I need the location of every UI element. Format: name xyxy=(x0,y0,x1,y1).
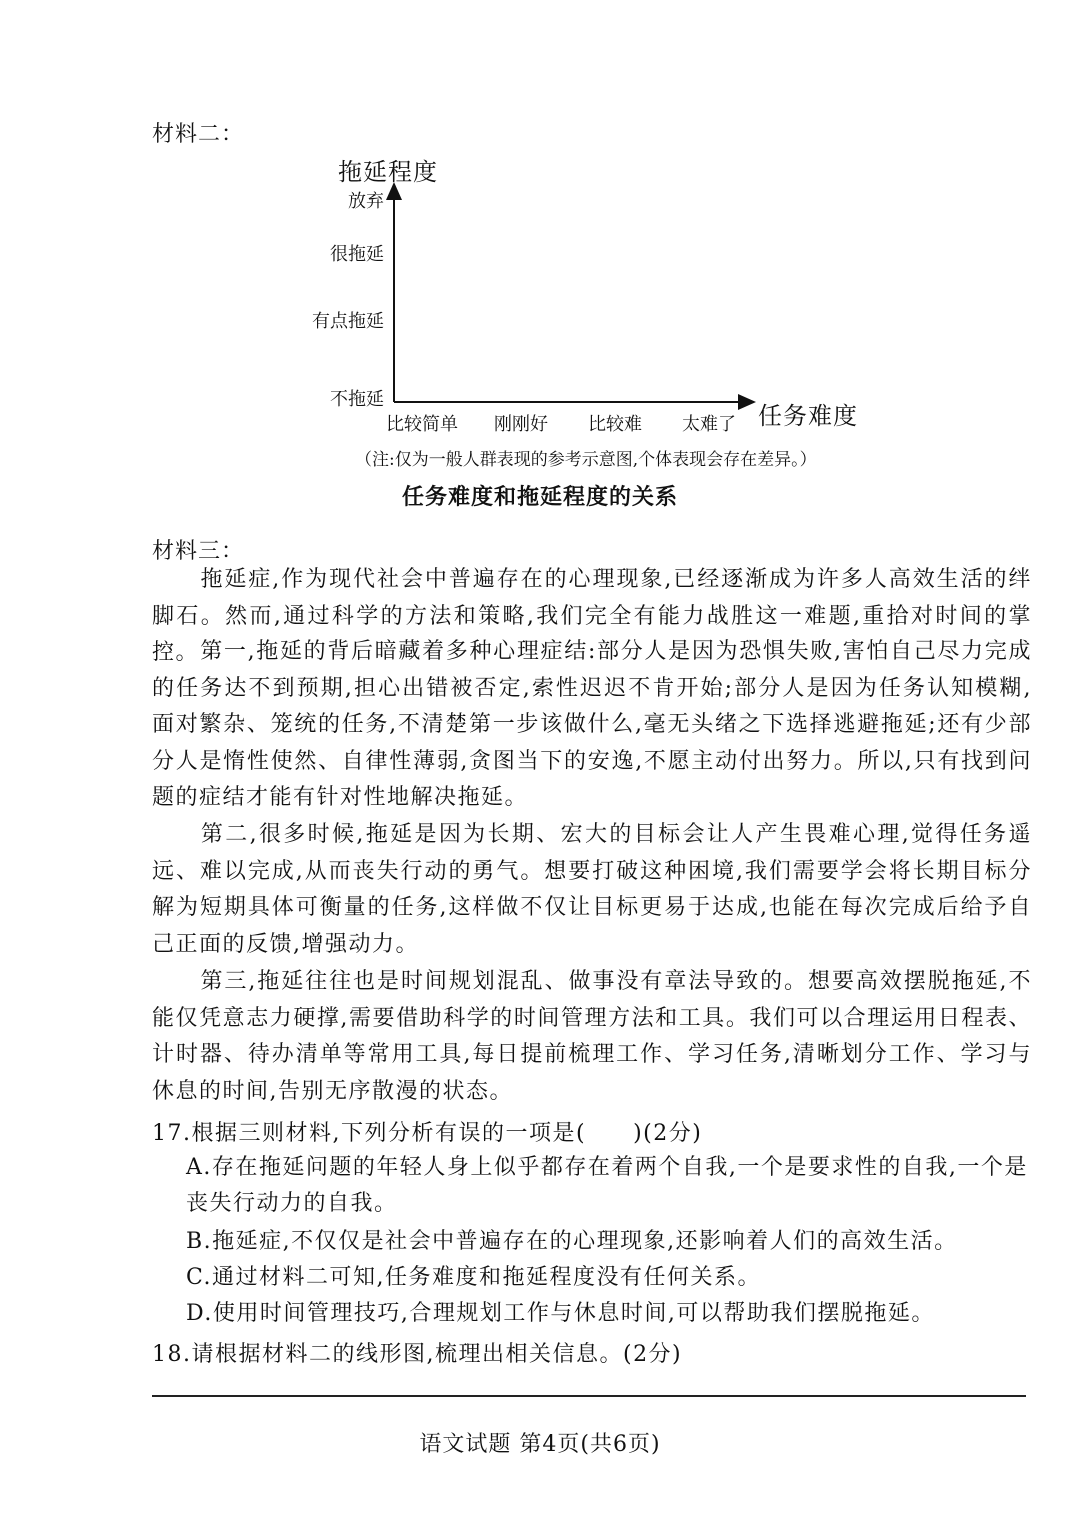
material-3-heading: 材料三： xyxy=(152,539,245,564)
x-axis-label: 任务难度 xyxy=(758,402,858,430)
y-tick-label: 不拖延 xyxy=(330,389,384,410)
chart xyxy=(0,0,1080,520)
y-tick-label: 很拖延 xyxy=(330,244,384,265)
page-footer: 语文试题 第4页(共6页) xyxy=(419,1432,661,1457)
y-tick-label: 放弃 xyxy=(348,191,384,212)
paragraph: 拖延症,作为现代社会中普遍存在的心理现象,已经逐渐成为许多人高效生活的绊脚石。然而,通过科学的方法和策略,我们完全有能力战胜这一难题,重拾对时间的掌控。 xyxy=(152,567,1032,665)
x-tick-label: 比较难 xyxy=(588,414,642,435)
chart-axes xyxy=(0,0,1080,520)
chart-title: 任务难度和拖延程度的关系 xyxy=(401,484,678,510)
x-tick-label: 比较简单 xyxy=(386,414,458,435)
option-c: C.通过材料二可知,任务难度和拖延程度没有任何关系。 xyxy=(186,1265,762,1290)
y-tick-label: 有点拖延 xyxy=(312,311,384,332)
x-tick-label: 刚刚好 xyxy=(494,414,548,435)
paragraph: 第二,很多时候,拖延是因为长期、宏大的目标会让人产生畏难心理,觉得任务遥远、难以完成,从而丧失行动的勇气。想要打破这种困境,我们需要学会将长期目标分解为短期具体可衡量的任务,这样做不仅让目标更易于达成,也能在每次完成后给予自己正面的反馈,增强动力。 xyxy=(152,822,1032,957)
question-17-stem: 17.根据三则材料,下列分析有误的一项是( )(2分) xyxy=(152,1121,703,1146)
option-d: D.使用时间管理技巧,合理规划工作与休息时间,可以帮助我们摆脱拖延。 xyxy=(186,1301,935,1326)
paragraph: 第一,拖延的背后暗藏着多种心理症结:部分人是因为恐惧失败,害怕自己尽力完成的任务达不到预期,担心出错被否定,索性迟迟不肯开始;部分人是因为任务认知模糊,面对繁杂、笼统的任务,不清楚第一步该做什么,毫无头绪之下选择逃避拖延;还有少部分人是惰性使然、自律性薄弱,贪图当下的安逸,不愿主动付出努力。所以,只有找到问题的症结才能有针对性地解决拖延。 xyxy=(152,639,1032,810)
y-axis-label: 拖延程度 xyxy=(338,158,438,186)
footer-divider xyxy=(152,1395,1026,1397)
paragraph: 第三,拖延往往也是时间规划混乱、做事没有章法导致的。想要高效摆脱拖延,不能仅凭意志力硬撑,需要借助科学的时间管理方法和工具。我们可以合理运用日程表、计时器、待办清单等常用工具,每日提前梳理工作、学习任务,清晰划分工作、学习与休息的时间,告别无序散漫的状态。 xyxy=(152,969,1032,1104)
option-a: A.存在拖延问题的年轻人身上似乎都存在着两个自我,一个是要求性的自我,一个是丧失行动力的自我。 xyxy=(186,1155,1028,1216)
question-18-stem: 18.请根据材料二的线形图,梳理出相关信息。(2分) xyxy=(152,1342,683,1367)
chart-note: （注:仅为一般人群表现的参考示意图,个体表现会存在差异。） xyxy=(355,450,817,470)
material-2-heading: 材料二： xyxy=(152,122,245,147)
option-b: B.拖延症,不仅仅是社会中普遍存在的心理现象,还影响着人们的高效生活。 xyxy=(186,1229,958,1254)
x-tick-label: 太难了 xyxy=(682,414,736,435)
